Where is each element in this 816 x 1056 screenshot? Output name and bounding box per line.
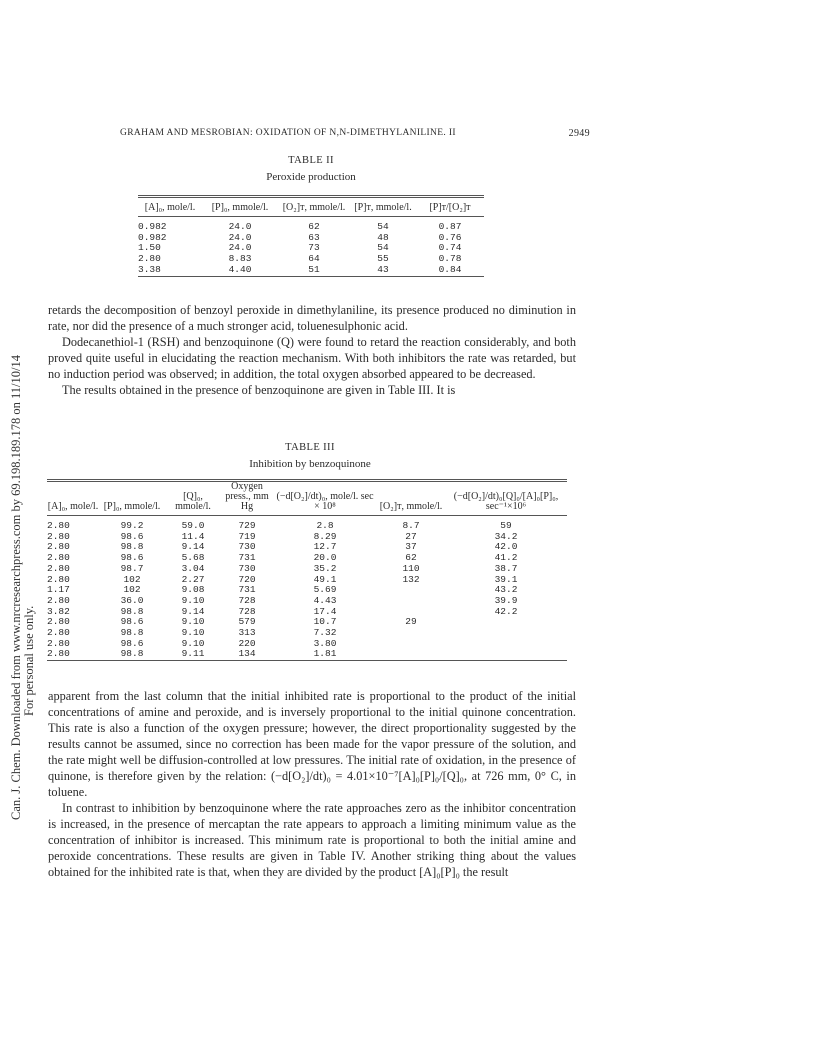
table-cell: 29 (405, 616, 417, 628)
table-cell: 110 (402, 562, 420, 574)
table3-header-p0: [P]₀, mmole/l. (103, 501, 161, 512)
table-cell: 720 (238, 573, 256, 585)
table3-header-q0: [Q]₀, mmole/l. (175, 491, 211, 512)
table-cell: 3.82 (47, 605, 70, 617)
table3-label: TABLE III (285, 442, 335, 453)
table-cell: 2.80 (47, 637, 70, 649)
body-text-upper (48, 302, 576, 398)
table-cell: 1.17 (47, 584, 70, 596)
table-cell: 63 (308, 231, 320, 243)
table-cell (445, 628, 567, 639)
table3-title: Inhibition by benzoquinone (249, 458, 371, 470)
table-cell: 39.1 (494, 573, 518, 585)
table-cell: 2.8 (316, 520, 334, 531)
table-cell: 98.8 (120, 627, 144, 639)
paragraph-5: In contrast to inhibition by benzoquinone where the rate approaches zero as the inhibitor concentration is increased, in the presence of mercaptan the rate appears to approach a limiting minimum value as the concentration of inhibitor is increased. This minimum rate is proportional to both the initial amine and peroxide concentrations. These results are given in Table IV. Another striking thing about the values obtained for the inhibited rate is that, when they are divided by the product [A]₀[P]₀ the result (48, 801, 576, 879)
table-cell: 2.80 (47, 616, 70, 628)
table-cell (445, 617, 567, 628)
table2-label: TABLE II (288, 155, 334, 166)
table-cell: 17.4 (313, 605, 337, 617)
table-cell: 98.8 (120, 605, 144, 617)
table-cell: 41.2 (494, 552, 518, 564)
table-cell: 8.29 (313, 530, 337, 542)
table-cell: 9.14 (181, 541, 205, 553)
table-cell: 102 (123, 584, 141, 596)
table-cell: 98.6 (120, 530, 144, 542)
table-cell: 728 (238, 594, 256, 606)
table-cell: 24.0 (228, 242, 252, 254)
table-cell: 7.32 (313, 627, 337, 639)
table-cell: 313 (238, 627, 256, 639)
table3-header-pressure: Oxygen press., mm Hg (225, 481, 269, 512)
table-cell: 8.83 (228, 253, 252, 265)
table2-header-a0: [A]₀, mole/l. (144, 202, 196, 213)
table-cell: 0.982 (138, 231, 167, 243)
table-cell: 3.04 (181, 562, 205, 574)
table-cell: 0.74 (438, 242, 462, 254)
table-cell: 731 (238, 552, 256, 564)
table-row (47, 516, 567, 532)
table-cell: 0.78 (438, 253, 462, 265)
table-cell: 98.7 (120, 562, 144, 574)
table-cell: 39.9 (494, 594, 518, 606)
table2-title: Peroxide production (266, 171, 356, 183)
table-cell: 2.80 (47, 594, 70, 606)
table-cell: 3.38 (138, 263, 161, 275)
table-cell: 4.43 (313, 594, 337, 606)
download-notice-line1: Can. J. Chem. Downloaded from www.nrcresearchpress.com by 69.198.189.178 on 11/10/14 (9, 355, 23, 820)
table-cell: 9.11 (181, 648, 205, 660)
table3-header-normalized-rate: (−d[O₂]/dt)₀[Q]₀/[A]₀[P]₀, sec⁻¹×10⁶ (453, 491, 559, 512)
table-cell: 54 (377, 221, 389, 232)
table-cell: 37 (405, 541, 417, 553)
table-cell: 99.2 (120, 520, 144, 531)
table-cell: 2.80 (47, 573, 70, 585)
table-row (138, 217, 484, 233)
table-row (47, 564, 567, 575)
table-cell: 38.7 (494, 562, 518, 574)
table-cell: 0.84 (438, 263, 462, 275)
table-cell: 9.10 (181, 627, 205, 639)
table-cell (377, 585, 445, 596)
table-cell: 51 (308, 263, 320, 275)
table-cell: 220 (238, 637, 256, 649)
table-cell: 2.80 (138, 253, 161, 265)
table-cell: 730 (238, 541, 256, 553)
table-cell: 64 (308, 253, 320, 265)
table-cell: 5.68 (181, 552, 205, 564)
paragraph-3: The results obtained in the presence of benzoquinone are given in Table III. It is (62, 383, 456, 397)
table-cell: 2.80 (47, 648, 70, 660)
table-cell: 59.0 (181, 520, 205, 531)
table-cell: 59 (500, 520, 512, 531)
table-bottom-rule (47, 661, 567, 663)
download-notice (9, 120, 36, 820)
table-cell: 42.2 (494, 605, 518, 617)
table-cell: 43.2 (494, 584, 518, 596)
table-cell: 2.80 (47, 562, 70, 574)
table-cell: 2.80 (47, 520, 70, 531)
table-cell: 73 (308, 242, 320, 254)
table-cell: 1.81 (313, 648, 337, 660)
table-cell: 579 (238, 616, 256, 628)
table-cell: 1.50 (138, 242, 161, 254)
table-cell: 98.6 (120, 616, 144, 628)
table-cell: 3.80 (313, 637, 337, 649)
table-cell: 8.7 (402, 520, 420, 531)
table-cell: 2.80 (47, 552, 70, 564)
table-cell (377, 639, 445, 650)
table-cell: 98.6 (120, 637, 144, 649)
table2-header-pt: [P]ᴛ, mmole/l. (354, 202, 412, 213)
table-cell (445, 649, 567, 660)
paragraph-4: apparent from the last column that the initial inhibited rate is proportional to the product of the initial concentrations of amine and peroxide, and is inversely proportional to the initial quinone concentration. This rate is also a function of the oxygen pressure; however, the direct proportionality suggested by the results cannot be assumed, since no correction has been made for the vapor pressure of the solution, and the rate might well be diffusion-controlled at low pressures. The initial rate of oxidation, in the presence of quinone, is therefore given by the relation: (−d[O₂]/dt)₀ = 4.01×10⁻⁷[A]₀[P]₀/[Q]₀, at 726 mm, 0° C, in toluene. (48, 689, 576, 799)
page-number: 2949 (568, 128, 590, 139)
table-cell: 9.08 (181, 584, 205, 596)
table-bottom-rule (138, 276, 484, 278)
table3-header-rate: (−d[O₂]/dt)₀, mole/l. sec × 10⁸ (276, 491, 374, 512)
table-cell: 48 (377, 231, 389, 243)
table-cell: 55 (377, 253, 389, 265)
table-cell: 20.0 (313, 552, 337, 564)
table-cell: 132 (402, 573, 420, 585)
table-cell: 98.6 (120, 552, 144, 564)
table-cell: 728 (238, 605, 256, 617)
table-cell (377, 596, 445, 607)
table-cell: 9.10 (181, 637, 205, 649)
table-cell: 62 (308, 221, 320, 232)
paragraph-2: Dodecanethiol-1 (RSH) and benzoquinone (Q) were found to retard the reaction considerably, and both proved quite useful in elucidating the reaction mechanism. With both inhibitors the rate was retarded, but no induction period was observed; in addition, the total oxygen absorbed appeared to be decreased. (48, 335, 576, 381)
table-cell: 43 (377, 263, 389, 275)
table-cell (377, 649, 445, 660)
table-cell: 62 (405, 552, 417, 564)
table-cell: 9.10 (181, 594, 205, 606)
table-row (138, 265, 484, 276)
table-cell: 98.8 (120, 541, 144, 553)
table2-header-o2t: [O₂]ᴛ, mmole/l. (282, 202, 346, 213)
table-cell: 10.7 (313, 616, 337, 628)
table-cell: 0.87 (438, 221, 462, 232)
table3-header-o2t: [O₂]ᴛ, mmole/l. (379, 501, 443, 512)
download-notice-line2: For personal use only. (22, 605, 36, 716)
table-cell: 2.80 (47, 541, 70, 553)
table-cell: 730 (238, 562, 256, 574)
table2 (138, 195, 484, 278)
table-cell: 54 (377, 242, 389, 254)
paragraph-1: retards the decomposition of benzoyl peroxide in dimethylaniline, its presence produced no diminution in rate, nor did the presence of a much stronger acid, toluenesulphonic acid. (48, 303, 576, 333)
table-cell: 4.40 (228, 263, 252, 275)
table-cell: 98.8 (120, 648, 144, 660)
table3-header-a0: [A]₀, mole/l. (47, 501, 99, 512)
table-cell: 719 (238, 530, 256, 542)
table-cell: 134 (238, 648, 256, 660)
table-cell: 24.0 (228, 231, 252, 243)
table-cell: 9.14 (181, 605, 205, 617)
table-cell: 2.80 (47, 627, 70, 639)
table-cell: 729 (238, 520, 256, 531)
table2-header-ratio: [P]ᴛ/[O₂]ᴛ (429, 202, 471, 213)
running-title: GRAHAM AND MESROBIAN: OXIDATION OF N,N-DIMETHYLANILINE. II (120, 128, 456, 138)
table-cell: 27 (405, 530, 417, 542)
table-cell: 35.2 (313, 562, 337, 574)
table-cell: 9.10 (181, 616, 205, 628)
table-cell: 12.7 (313, 541, 337, 553)
table3 (47, 479, 567, 662)
table-cell: 42.0 (494, 541, 518, 553)
table-cell: 0.982 (138, 221, 167, 232)
table-cell: 2.80 (47, 530, 70, 542)
running-header (120, 128, 590, 138)
table-cell: 11.4 (181, 530, 205, 542)
table-row (47, 649, 567, 660)
table-cell: 24.0 (228, 221, 252, 232)
table-cell: 5.69 (313, 584, 337, 596)
table-cell (445, 639, 567, 650)
table-cell: 102 (123, 573, 141, 585)
table-cell: 36.0 (120, 594, 144, 606)
table-cell (377, 628, 445, 639)
table2-header-p0: [P]₀, mmole/l. (211, 202, 269, 213)
table-cell: 2.27 (181, 573, 205, 585)
table-cell: 731 (238, 584, 256, 596)
table-cell: 49.1 (313, 573, 337, 585)
table-cell: 0.76 (438, 231, 462, 243)
table-cell: 34.2 (494, 530, 518, 542)
body-text-lower (48, 688, 576, 880)
